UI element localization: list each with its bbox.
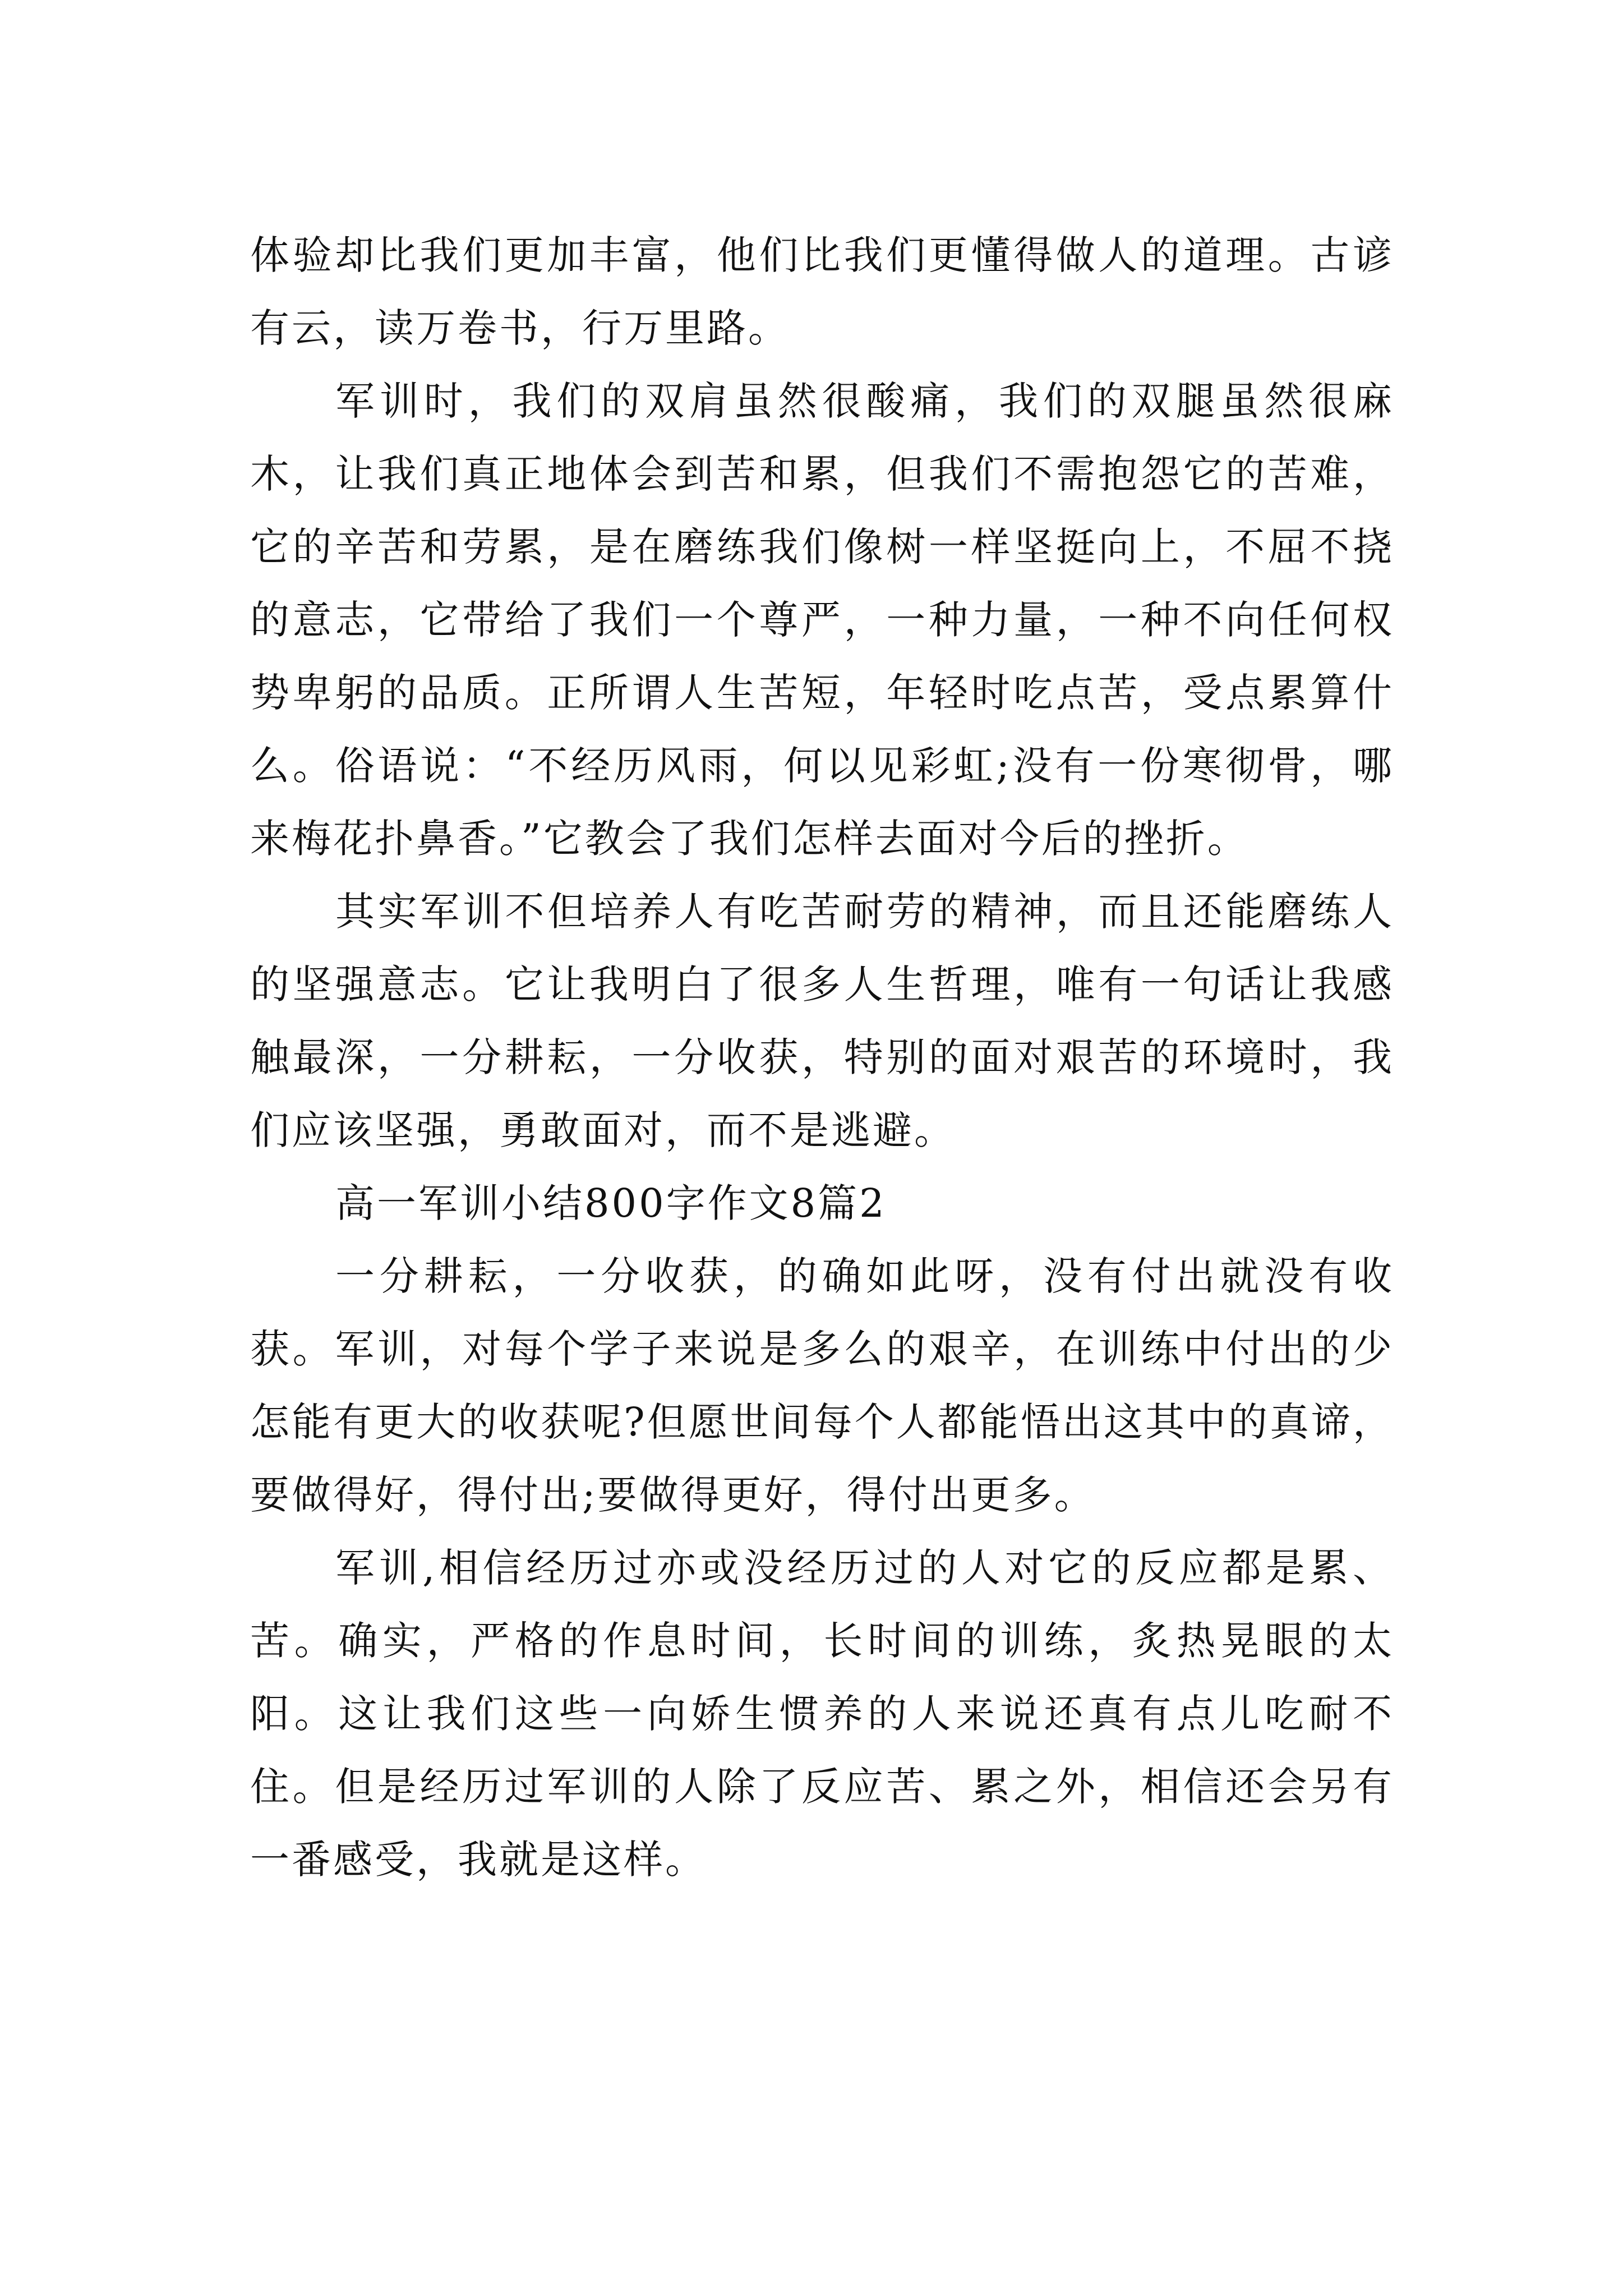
section-heading: 高一军训小结800字作文8篇2 — [335, 1180, 887, 1226]
paragraph-military-training-hardship: 军训时，我们的双肩虽然很酸痛，我们的双腿虽然很麻木，让我们真正地体会到苦和累，但我们不需抱怨它的苦难，它的辛苦和劳累，是在磨练我们像树一样坚挺向上，不屈不挠的意志，它带给了我们一个尊严，一种力量，一种不向任何权势卑躬的品质。正所谓人生苦短，年轻时吃点苦，受点累算什么。俗语说：“不经历风雨，何以见彩虹;没有一份寒彻骨，哪来梅花扑鼻香。”它教会了我们怎样去面对今后的挫折。 — [250, 378, 1394, 862]
paragraph-continuation: 体验却比我们更加丰富，他们比我们更懂得做人的道理。古谚有云，读万卷书，行万里路。 — [250, 232, 1394, 351]
paragraph-effort-reward: 一分耕耘，一分收获，的确如此呀，没有付出就没有收获。军训，对每个学子来说是多么的艰辛，在训练中付出的少怎能有更大的收获呢?但愿世间每个人都能悟出这其中的真谛，要做得好，得付出;要做得更好，得付出更多。 — [250, 1253, 1394, 1518]
paragraph-training-feelings: 军训,相信经历过亦或没经历过的人对它的反应都是累、苦。确实，严格的作息时间，长时间的训练，炙热晃眼的太阳。这让我们这些一向娇生惯养的人来说还真有点儿吃耐不住。但是经历过军训的人除了反应苦、累之外，相信还会另有一番感受，我就是这样。 — [250, 1545, 1394, 1883]
document-body — [250, 219, 1394, 1896]
paragraph-strong-will: 其实军训不但培养人有吃苦耐劳的精神，而且还能磨练人的坚强意志。它让我明白了很多人生哲理，唯有一句话让我感触最深，一分耕耘，一分收获，特别的面对艰苦的环境时，我们应该坚强，勇敢面对，而不是逃避。 — [250, 889, 1394, 1153]
